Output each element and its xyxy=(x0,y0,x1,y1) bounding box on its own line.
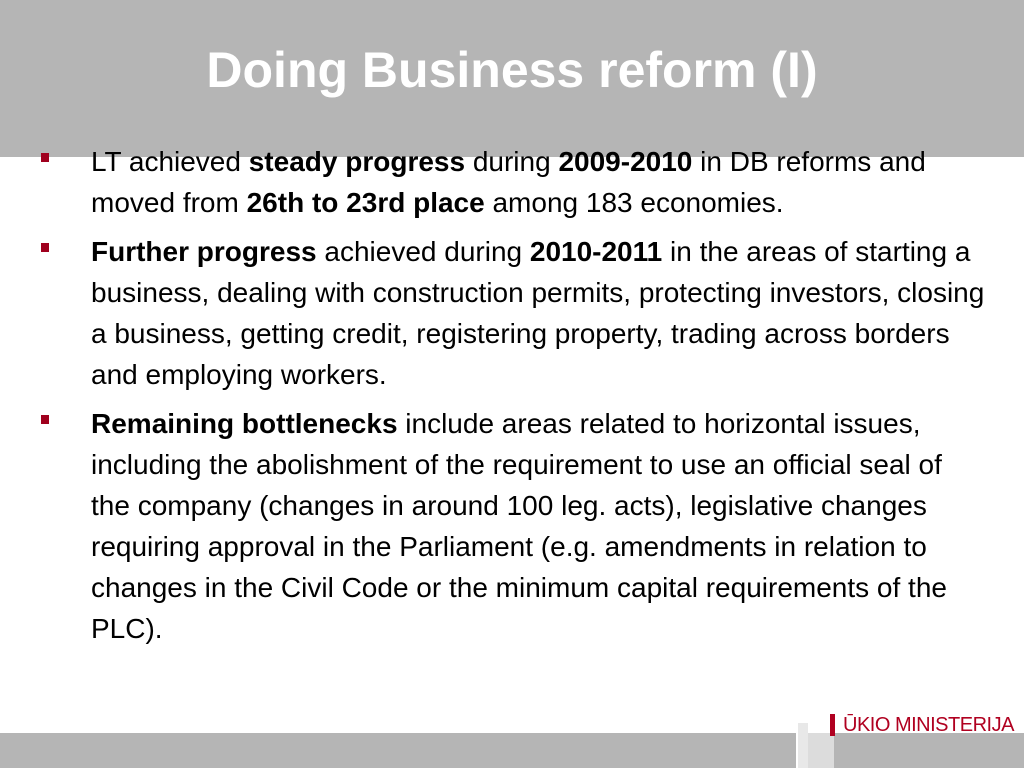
text-segment: during xyxy=(465,146,559,177)
logo-text: ŪKIO MINISTERIJA xyxy=(843,713,1014,736)
bullet-item-3 xyxy=(38,403,988,649)
bullet-item-2 xyxy=(38,231,988,395)
text-segment-bold: Further progress xyxy=(91,236,317,267)
text-segment-bold: 26th to 23rd place xyxy=(246,187,485,218)
text-segment: in the areas of starting a business, dealing with construction permits, protecting investors, closing a business, getting credit, registering property, trading across borders and employing workers. xyxy=(91,236,985,390)
square-bullet-icon xyxy=(41,415,49,424)
footer-bar xyxy=(0,733,1024,768)
square-bullet-icon xyxy=(41,153,49,162)
logo-bar-icon xyxy=(830,714,835,736)
text-segment: achieved during xyxy=(316,236,530,267)
text-segment: LT achieved xyxy=(91,146,249,177)
text-segment: among 183 economies. xyxy=(484,187,784,218)
slide-title: Doing Business reform (I) xyxy=(206,42,818,98)
text-segment: in DB reforms and moved from xyxy=(91,146,926,218)
square-bullet-icon xyxy=(41,243,49,252)
footer-accent-block xyxy=(808,733,834,768)
text-segment-bold: Remaining bottlenecks xyxy=(91,408,398,439)
text-segment: include areas related to horizontal issues, including the abolishment of the requirement to use an official seal of the company (changes in around 100 leg. acts), legislative changes requiring approval in the Parliament (e.g. amendments in relation to changes in the Civil Code or the minimum capital requirements of the PLC). xyxy=(91,408,947,644)
bullet-list xyxy=(38,141,988,657)
text-segment-bold: 2009-2010 xyxy=(558,146,693,177)
bullet-item-1 xyxy=(38,141,988,223)
ministry-logo xyxy=(830,713,1014,737)
text-segment-bold: steady progress xyxy=(248,146,466,177)
text-segment-bold: 2010-2011 xyxy=(529,236,663,267)
